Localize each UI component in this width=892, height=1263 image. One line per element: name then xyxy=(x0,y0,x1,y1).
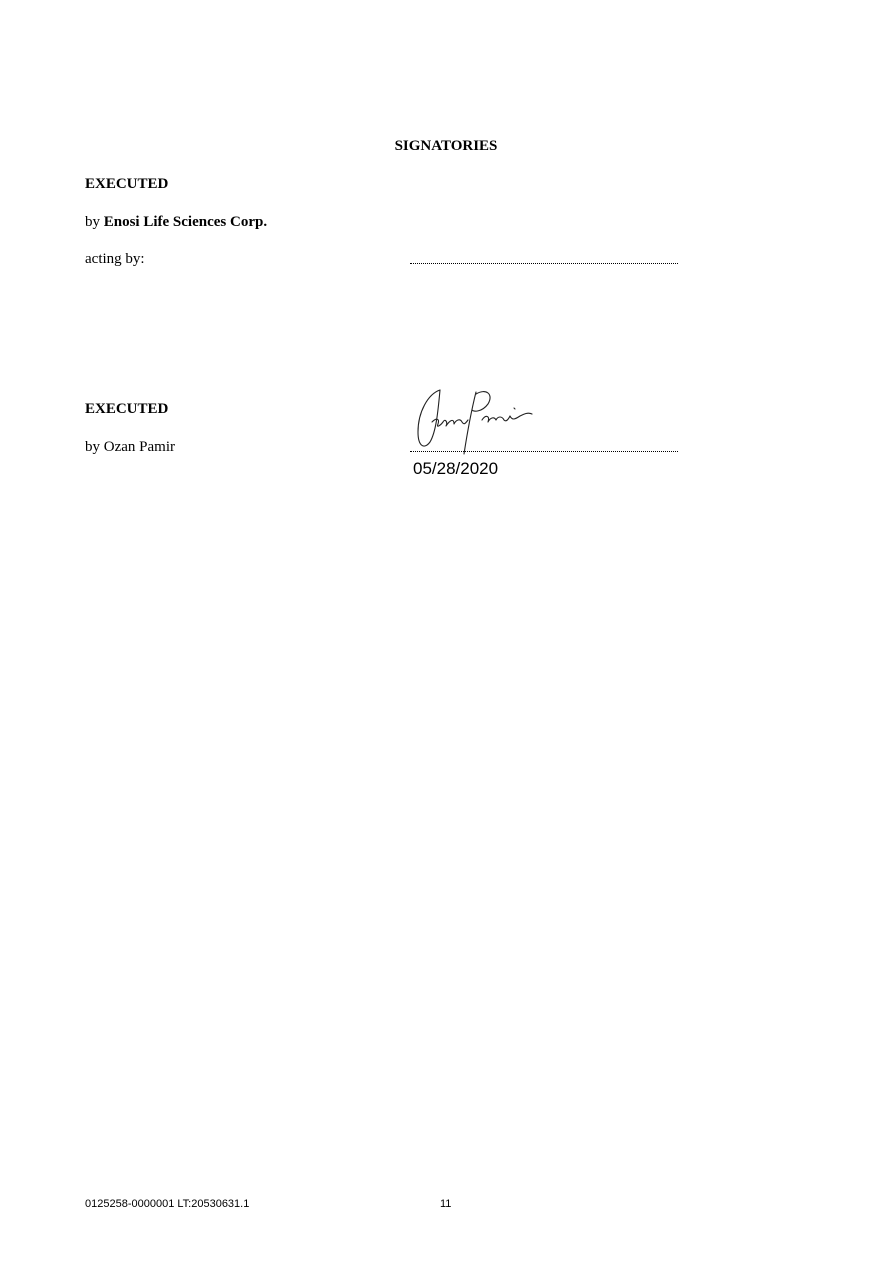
executed-heading-1: EXECUTED xyxy=(85,176,169,192)
acting-by-label: acting by: xyxy=(85,251,145,267)
page-number: 11 xyxy=(440,1198,452,1210)
signature-line-2 xyxy=(410,451,678,452)
page-title: SIGNATORIES xyxy=(394,138,498,154)
party-name: Enosi Life Sciences Corp. xyxy=(103,214,268,230)
footer-reference: 0125258-0000001 LT:20530631.1 xyxy=(85,1198,250,1210)
executed-heading-2: EXECUTED xyxy=(85,401,169,417)
signature-line-1 xyxy=(410,263,678,264)
party-line-2: by Ozan Pamir xyxy=(85,439,175,455)
party-line-1 xyxy=(85,214,267,231)
by-prefix: by xyxy=(85,214,100,230)
handwritten-signature xyxy=(410,382,540,462)
signature-date: 05/28/2020 xyxy=(413,459,499,478)
